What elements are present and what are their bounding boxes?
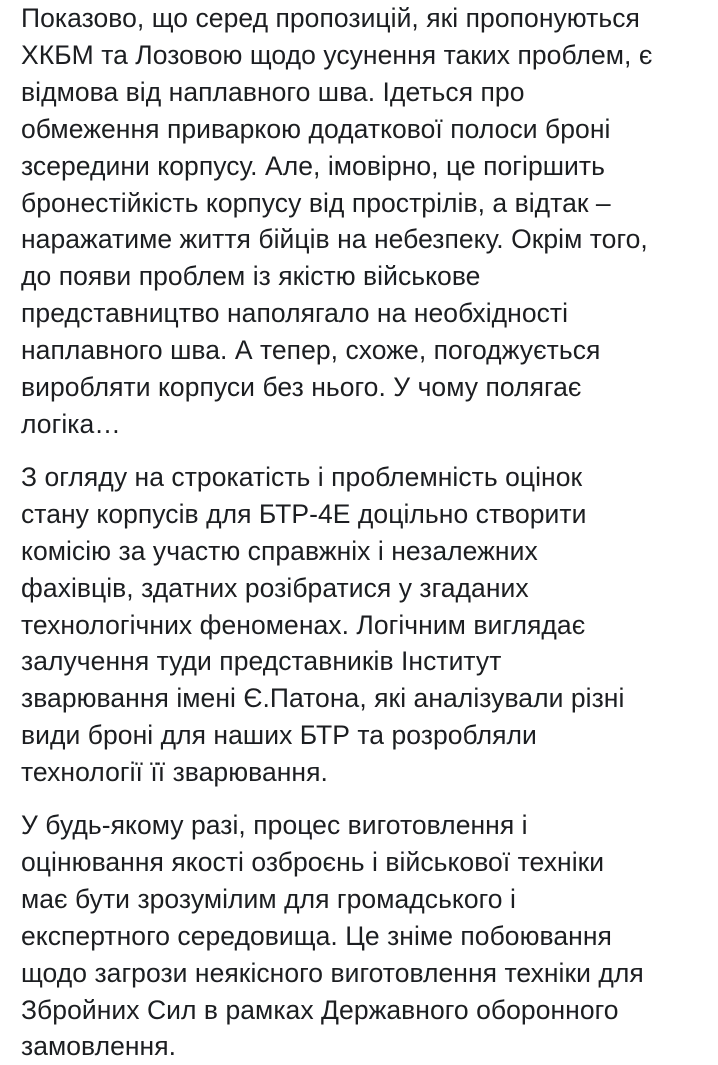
paragraph-3 [21, 807, 711, 1065]
text-line: відмова від наплавного шва. Ідеться про [21, 76, 525, 107]
text-line: щодо загрози неякісного виготовлення техніки для [21, 957, 644, 988]
text-line: технології її зварювання. [21, 757, 328, 788]
text-line: З огляду на строкатість і проблемність оцінок [21, 461, 583, 492]
text-line: наплавного шва. А тепер, схоже, погоджується [21, 335, 601, 366]
paragraph-2 [21, 459, 711, 791]
text-line: наражатиме життя бійців на небезпеку. Окрім того, [21, 224, 648, 255]
text-line: експертного середовища. Це зніме побоювання [21, 920, 612, 951]
text-line: зсередини корпусу. Але, імовірно, це погіршить [21, 150, 605, 181]
text-line: види броні для наших БТР та розробляли [21, 720, 537, 751]
text-line: стану корпусів для БТР-4Е доцільно створити [21, 498, 587, 529]
text-line: замовлення. [21, 1031, 177, 1062]
text-line: до появи проблем із якістю військове [21, 261, 481, 292]
text-line: ХКБМ та Лозовою щодо усунення таких проблем, є [21, 39, 653, 70]
text-line: У будь-якому разі, процес виготовлення і [21, 810, 528, 841]
text-line: технологічних феноменах. Логічним виглядає [21, 609, 586, 640]
text-line: обмеження приваркою додаткової полоси броні [21, 113, 611, 144]
text-line: залучення туди представників Інститут [21, 646, 502, 677]
text-line: виробляти корпуси без нього. У чому полягає [21, 372, 582, 403]
text-line: оцінювання якості озброєнь і військової техніки [21, 846, 605, 877]
text-line: фахівців, здатних розібратися у згаданих [21, 572, 529, 603]
text-line: Показово, що серед пропозицій, які пропонуються [21, 3, 640, 33]
text-line: представництво наполягало на необхідності [21, 298, 569, 329]
paragraph-1 [21, 0, 711, 443]
text-line: має бути зрозумілим для громадського і [21, 883, 516, 914]
text-line: комісію за участю справжніх і незалежних [21, 535, 538, 566]
text-line: логіка… [21, 408, 121, 439]
text-line: зварювання імені Є.Патона, які аналізували різні [21, 683, 625, 714]
text-line: бронестійкість корпусу від прострілів, а відтак – [21, 187, 611, 218]
text-line: Збройних Сил в рамках Державного оборонного [21, 994, 619, 1025]
post-text [21, 0, 711, 1065]
